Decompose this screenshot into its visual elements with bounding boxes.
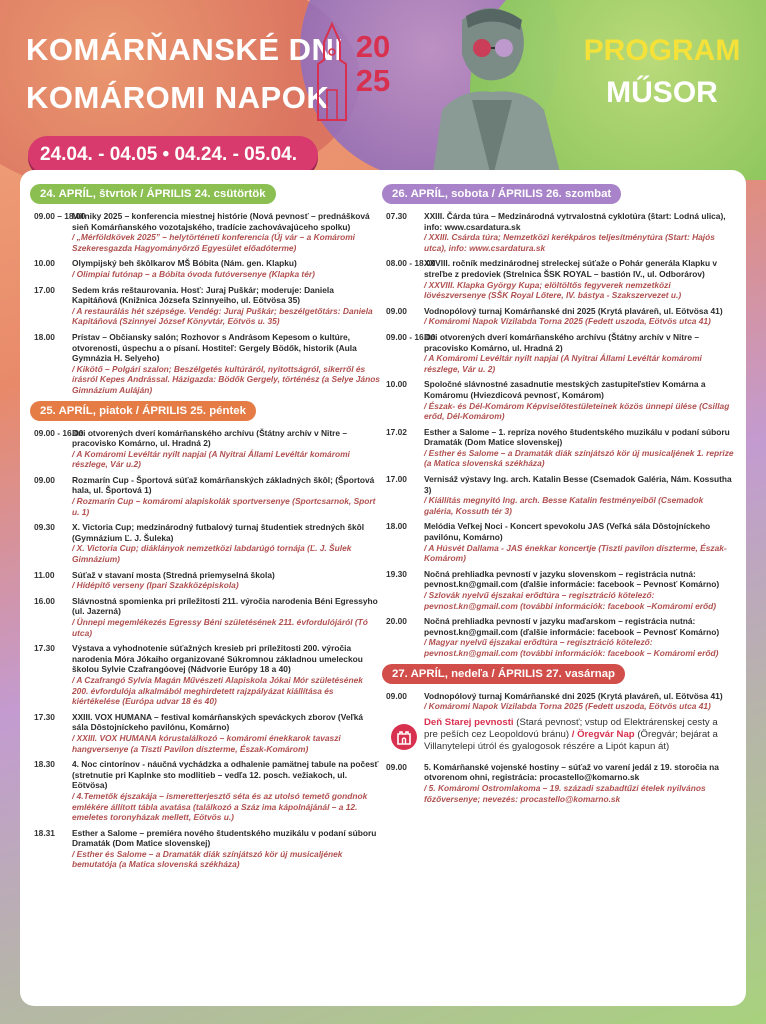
event-item: 10.00 Spoločné slávnostné zasadnutie mestských zastupiteľstiev Komárna a Komáromu (Hviezdicová pevnosť, Komárom) / Észak- és Dél-Komárom Képviselőtestületeinek közös ünnepi ülése (Csillag erőd, Dél-Komárom) — [386, 379, 730, 422]
day-header-apr27: 27. APRÍL, nedeľa / ÁPRILIS 27. vasárnap — [382, 664, 625, 684]
castle-outline-icon — [312, 20, 352, 130]
event-item: 09.00 Rozmarín Cup - Športová súťaž komárňanských základných škôl; (Športová hala, ul. Športová 1) / Rozmarín Cup – komáromi alapiskolák sportversenye (Sportcsarnok, Sport u. 1) — [34, 474, 376, 517]
event-item: 07.30 XXIII. Čárda túra – Medzinárodná vytrvalostná cyklotúra (štart: Lodná ulica), info: www.csardatura.sk / XXIII. Csárda túra; Nemzetközi kerékpáros teljesítménytúra (Start: Hajós utca), info: www.csardatura.sk — [386, 211, 726, 253]
year-top: 20 — [355, 29, 391, 64]
program-label — [582, 30, 742, 114]
program-sheet — [20, 170, 746, 1006]
event-item: 09.00 Vodnopólový turnaj Komárňanské dni 2025 (Krytá plaváreň, ul. Eötvösa 41) / Komáromi Napok Vízilabda Torna 2025 (Fedett uszoda, Eötvös utca 41) — [386, 690, 723, 712]
program-hu: MŰSOR — [606, 76, 718, 109]
event-item: 20.00 Nočná prehliadka pevností v jazyku maďarskom – registrácia nutná: pevnost.kn@gmail.com (ďalšie informácie: facebook – Pevnosť Komárno) / Magyar nyelvű éjszakai erődtúra – regisztráció kötelező: pevnost.kn@gmail.com (további információk: facebook – Komáromi erőd) — [386, 616, 720, 658]
poster-header — [0, 0, 766, 180]
event-item: 17.30 XXIII. VOX HUMANA – festival komárňanských speváckych zborov (Veľká sála Dôstojníckeho pavilónu, Komárno) / XXIII. VOX HUMANA kórustalálkozó – komáromi énekkarok tavaszi hangversenye (a Tiszti Pavilon díszterme, Észak-Komárom) — [34, 711, 364, 754]
fort-day-block — [382, 717, 734, 756]
event-item: 09.30 X. Victoria Cup; medzinárodný futbalový turnaj študentiek stredných škôl (Gymnázium Ľ. J. Šuleka) / X. Victoria Cup; diáklányok nemzetközi labdarúgó tornája (Ľ. J. Šulek Gimnázium) — [34, 522, 365, 565]
year-bottom: 25 — [355, 63, 391, 98]
left-column — [30, 184, 380, 875]
fort-day-text-hu: (Öregvár; bejárat a Villanytelepi útról és gyalogosok részére a Lipót kapun át) — [424, 728, 718, 752]
statue-illustration — [402, 0, 582, 180]
event-item: 17.30 Výstava a vyhodnotenie súťažných kresieb pri príležitosti 200. výročia narodenia Móra Jókaiho organizované Súkromnou základnou umeleckou školou Sylvie Czafrangóovej (Nádvorie Európy 18 a 40) / A Czafrangó Sylvia Magán Művészeti Alapiskola Jókai Mór születésének 200. évfordulója alkalmából meghirdetett rajzpályázat kiállítása és kiértékelése (Európa udvar 18 és 40) — [34, 643, 363, 707]
event-item: 18.00 Melódia Veľkej Noci - Koncert spevokolu JAS (Veľká sála Dôstojníckeho pavilónu, Komárno) / A Húsvét Dallama - JAS énekkar koncertje (Tiszti pavilon díszterme, Észak-Komárom) — [386, 521, 727, 564]
fort-day-text-sk: (Stará pevnosť; vstup od Elektrárenskej cesty a pre peších cez Leopoldovú bránu) — [424, 716, 718, 740]
festival-title-sk: KOMÁRŇANSKÉ DNI — [26, 32, 344, 67]
event-item: 19.30 Nočná prehliadka pevností v jazyku slovenskom – registrácia nutná: pevnost.kn@gmail.com (ďalšie informácie: facebook – Pevnosť Komárno) / Szlovák nyelvű éjszakai erődtúra – regisztráció kötelező: pevnost.kn@gmail.com (további információk: facebook –Komáromi erőd) — [386, 568, 720, 611]
event-item: 09.00 Vodnopólový turnaj Komárňanské dni 2025 (Krytá plaváreň, ul. Eötvösa 41) / Komáromi Napok Vízilabda Torna 2025 (Fedett uszoda, Eötvös utca 41) — [386, 305, 723, 327]
fort-day-title-sk: Deň Starej pevnosti — [424, 716, 514, 728]
festival-title-hu: KOMÁROMI NAPOK — [26, 80, 330, 115]
event-item: 08.00 - 18.00 XXVIII. ročník medzinárodnej streleckej súťaže o Pohár generála Klapku v streľbe z predoviek (Strelnica ŠSK ROYAL – bastión IV., ul. Odborárov) / XXVIII. Klapka György Kupa; elöltöltős fegyverek nemzetközi lövészversenye (SŠK Royal Lőtere, IV. bástya - Szakszervezet u.) — [386, 258, 718, 301]
year-label — [350, 30, 396, 98]
event-item: 16.00 Slávnostná spomienka pri príležitosti 211. výročia narodenia Béni Egressyho (ul. Jazerná) / Ünnepi megemlékezés Egressy Béni születésének 211. évfordulójáról (Tó utca) — [34, 595, 378, 638]
event-item: 18.31 Esther a Salome – premiéra nového študentského muzikálu v podaní súboru Dramaták (Dom Matice slovenskej) / Esther és Salome – a Dramaták diák színjátszó kör új musicaljének bemutatója (a Matica slovenská székháza) — [34, 827, 377, 870]
program-sk: PROGRAM — [583, 34, 741, 67]
event-item: 18.30 4. Noc cintorínov - náučná vychádzka a odhalenie pamätnej tabule na počesť (stretnutie pri Kaplnke sto modlitieb – vedľa 12. posch. vežiakoch, ul. Eötvösa) / 4.Temetők éjszakája – ismeretterjesztő séta és az utolsó temető gondnok emlékére állított tábla avatása (találkozó a Száz ima kápolnájánál – a 12. emeletes toronyházak mellett, Eötvös u.) — [34, 759, 379, 823]
event-item: 09.00 – 18.00 Míľniky 2025 – konferencia miestnej histórie (Nová pevnosť – prednášková sieň Komárňanského vozotajského, tradície zachovávajúceho spolku) / „Mérföldkövek 2025” – helytörténeti konferencia (Új vár – a Komáromi Szekeresgazda Hagyományőrző Egyesület előadóterme) — [34, 211, 370, 253]
fortress-icon — [390, 723, 418, 751]
event-item: 09.00 - 16.00 Dni otvorených dverí komárňanského archívu (Štátny archív v Nitre – pracovisko Komárno, ul. Hradná 2) / A Komáromi Levéltár nyílt napjai (A Nyitrai Állami Levéltár komáromi részlege, Vár u. 2) — [386, 331, 702, 374]
day-header-apr24: 24. APRÍL, štvrtok / ÁPRILIS 24. csütörtök — [30, 184, 276, 204]
event-item: 17.00 Vernisáž výstavy Ing. arch. Katalin Besse (Csemadok Galéria, Nám. Kossutha 3) / Kiállítás megnyitó Ing. arch. Besse Katalin festményeiből (Csemadok galéria, Kossuth tér 3) — [386, 474, 732, 516]
event-item: 10.00 Olympijský beh škôlkarov MŠ Bóbita (Nám. gen. Klapku) / Olimpiai futónap – a Bóbita óvoda futóversenye (Klapka tér) — [34, 258, 315, 279]
event-item: 17.02 Esther a Salome – 1. repríza nového študentského muzikálu v podaní súboru Dramaták (Dom Matice slovenskej) / Esther és Salome – a Dramaták diák színjátszó kör új musicaljének 1. reprize (a Matica slovenská székháza) — [386, 426, 734, 469]
date-range-banner: 24.04. - 04.05 • 04.24. - 05.04. — [28, 136, 318, 174]
event-item: 11.00 Súťaž v stavaní mosta (Stredná priemyselná škola) / Hídépítő verseny (Ipari Szakközépiskola) — [34, 569, 275, 591]
event-item: 18.00 Prístav – Občiansky salón; Rozhovor s Andrásom Kepesom o kultúre, otvorenosti, úspechu a o písaní. Hostiteľ: Gergely Bödők, historik (Aula Gymnázia H. Selyeho) / Kikötő – Polgári szalon; Beszélgetés kultúráról, nyitottságról, sikerről és írásról Kepes Andrással. Házigazda: Bödők Gergely, történész (a Selye János Gimnázium Auláján) — [34, 331, 380, 395]
event-item: 09.00 - 16.00 Dni otvorených dverí komárňanského archívu (Štátny archív v Nitre – pracovisko Komárno, ul. Hradná 2) / A Komáromi Levéltár nyílt napjai (A Nyitrai Állami Levéltár komáromi részlege, Vár u.2) — [34, 427, 350, 470]
fort-day-title-hu: / Öregvár Nap — [571, 728, 635, 740]
day-header-apr26: 26. APRÍL, sobota / ÁPRILIS 26. szombat — [382, 184, 621, 204]
right-column — [382, 184, 734, 809]
day-header-apr25: 25. APRÍL, piatok / ÁPRILIS 25. péntek — [30, 401, 256, 421]
event-item: 09.00 5. Komárňanské vojenské hostiny – súťaž vo varení jedál z 19. storočia na otvorenom ohni, registrácia: procastello@komarno.sk / 5. Komáromi Ostromlakoma – 19. századi szabadtűzi ételek nyilvános főzőversenye; nevezés: procastello@komarno.sk — [386, 761, 719, 804]
event-item: 17.00 Sedem krás reštaurovania. Hosť: Juraj Puškár; moderuje: Daniela Kapitáňová (Knižnica Józsefa Szinnyeiho, ul. Eötvösa 35) / A restaurálás hét szépsége. Vendég: Juraj Puškár; beszélgetőtárs: Daniela Kapitáňová (Szinnyei József Könyvtár, Eötvös u. 35) — [34, 284, 373, 327]
